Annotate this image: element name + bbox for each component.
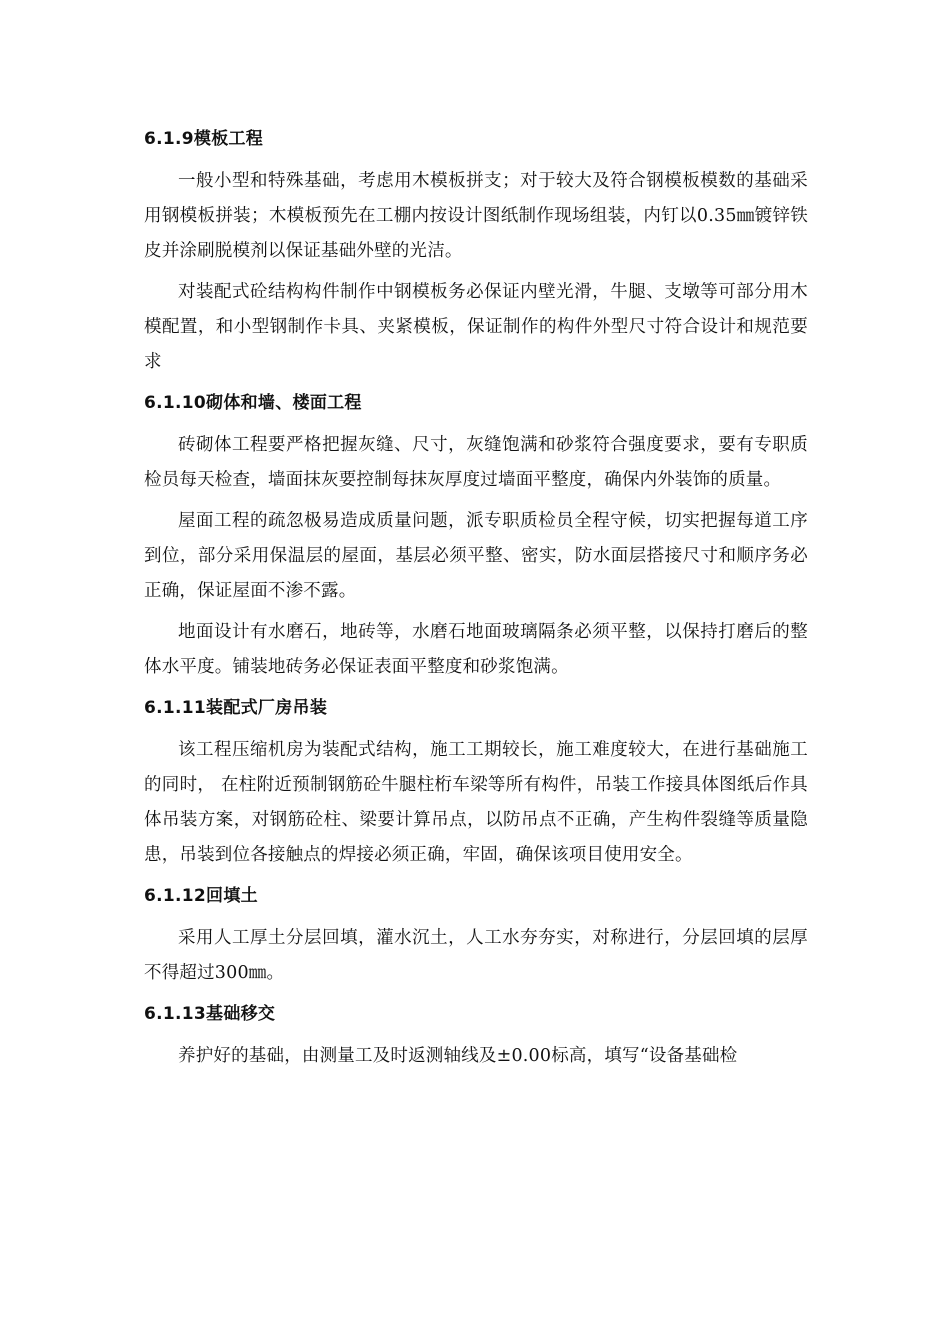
paragraph: 地面设计有水磨石，地砖等，水磨石地面玻璃隔条必须平整，以保持打磨后的整体水平度。铺装地砖务必保证表面平整度和砂浆饱满。 <box>144 622 808 677</box>
section-hoisting <box>144 691 808 873</box>
paragraph: 采用人工厚土分层回填，灌水沉土，人工水夯夯实，对称进行，分层回填的层厚不得超过300㎜。 <box>144 928 808 983</box>
paragraph: 该工程压缩机房为装配式结构，施工工期较长，施工难度较大，在进行基础施工的同时， 在柱附近预制钢筋砼牛腿柱桁车梁等所有构件，吊装工作接具体图纸后作具体吊装方案，对钢筋砼柱、梁要计算吊点，以防吊点不正确，产生构件裂缝等质量隐患，吊装到位各接触点的焊接必须正确，牢固，确保该项目使用安全。 <box>144 740 808 865</box>
section-handover <box>144 997 808 1074</box>
paragraph: 一般小型和特殊基础，考虑用木模板拼支；对于较大及符合钢模板模数的基础采用钢模板拼装；木模板预先在工棚内按设计图纸制作现场组装，内钉以0.35㎜镀锌铁皮并涂刷脱模剂以保证基础外壁的光洁。 <box>144 171 808 261</box>
section-heading: 6.1.10砌体和墙、楼面工程 <box>144 393 362 413</box>
section-heading: 6.1.11装配式厂房吊装 <box>144 698 328 718</box>
paragraph: 对装配式砼结构构件制作中钢模板务必保证内壁光滑，牛腿、支墩等可部分用木模配置，和小型钢制作卡具、夹紧模板，保证制作的构件外型尺寸符合设计和规范要求 <box>144 282 808 372</box>
paragraph: 养护好的基础，由测量工及时返测轴线及±0.00标高，填写“设备基础检 <box>178 1046 738 1066</box>
document-body <box>144 122 808 1080</box>
paragraph: 砖砌体工程要严格把握灰缝、尺寸，灰缝饱满和砂浆符合强度要求，要有专职质检员每天检查，墙面抹灰要控制每抹灰厚度过墙面平整度，确保内外装饰的质量。 <box>144 435 808 490</box>
section-heading: 6.1.9模板工程 <box>144 129 264 149</box>
section-heading: 6.1.12回填土 <box>144 886 258 906</box>
section-masonry <box>144 386 808 685</box>
paragraph: 屋面工程的疏忽极易造成质量问题，派专职质检员全程守候，切实把握每道工序到位，部分采用保温层的屋面，基层必须平整、密实，防水面层搭接尺寸和顺序务必正确，保证屋面不渗不露。 <box>144 511 808 601</box>
section-backfill <box>144 879 808 991</box>
section-heading: 6.1.13基础移交 <box>144 1004 276 1024</box>
section-formwork <box>144 122 808 380</box>
